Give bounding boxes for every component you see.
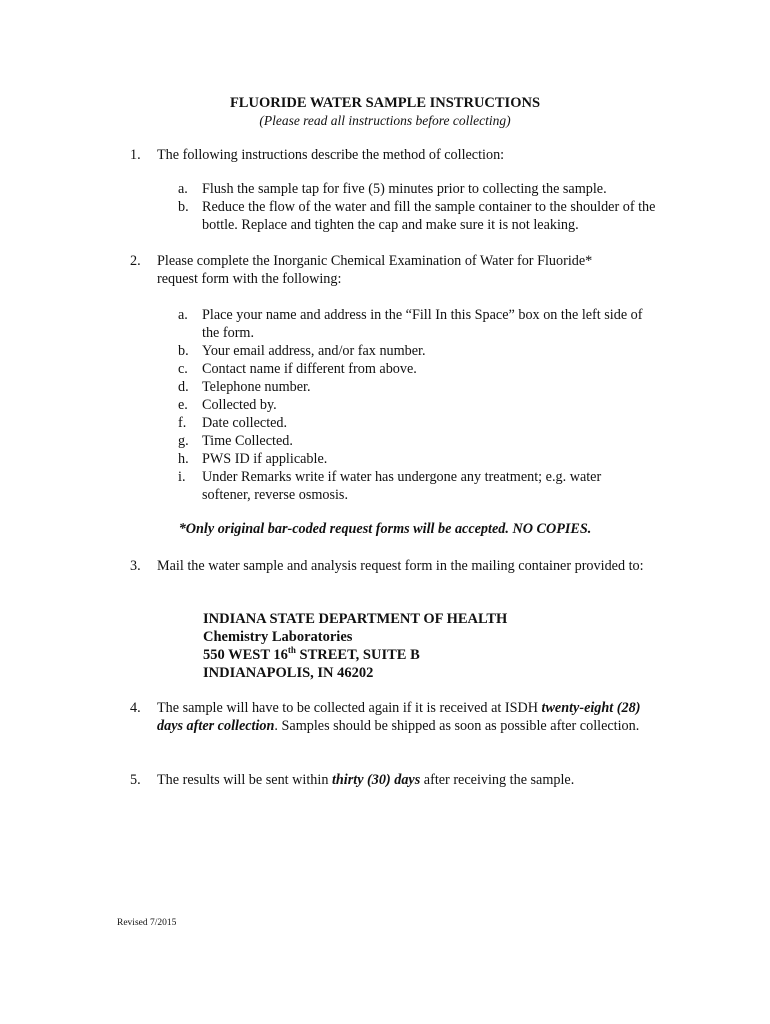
list-letter: b. — [178, 343, 189, 359]
list-letter: d. — [178, 379, 189, 395]
list-text: Telephone number. — [202, 379, 311, 395]
address-line-3: 550 WEST 16th STREET, SUITE B — [203, 645, 420, 663]
list-text: PWS ID if applicable. — [202, 451, 328, 467]
list-text: Collected by. — [202, 397, 277, 413]
revision-date: Revised 7/2015 — [117, 918, 177, 928]
section-text: The results will be sent within thirty (30) days after receiving the sample. — [157, 772, 575, 788]
document-subtitle: (Please read all instructions before collecting) — [259, 113, 511, 128]
list-letter: c. — [178, 361, 188, 377]
list-letter: i. — [178, 469, 186, 485]
section-text: The following instructions describe the method of collection: — [157, 147, 505, 163]
section-number: 4. — [130, 700, 141, 716]
list-letter: f. — [178, 415, 187, 431]
address-line-2: Chemistry Laboratories — [203, 629, 353, 645]
address-line-1: INDIANA STATE DEPARTMENT OF HEALTH — [203, 611, 508, 627]
section-text: Mail the water sample and analysis request form in the mailing container provided to: — [157, 558, 644, 574]
section-text: Please complete the Inorganic Chemical Examination of Water for Fluoride* request form with the following: — [157, 253, 593, 287]
list-text: Time Collected. — [202, 433, 293, 449]
list-text: Place your name and address in the “Fill In this Space” box on the left side of the form. — [202, 307, 643, 341]
list-text: Date collected. — [202, 415, 288, 431]
section-number: 2. — [130, 253, 141, 269]
section-text: The sample will have to be collected again if it is received at ISDH twenty-eight (28) days after collection. Samples should be shipped as soon as possible after collection. — [157, 700, 641, 734]
section-number: 1. — [130, 147, 141, 163]
list-text: Your email address, and/or fax number. — [202, 343, 426, 359]
list-letter: g. — [178, 433, 189, 449]
copies-notice: *Only original bar-coded request forms will be accepted. NO COPIES. — [178, 521, 592, 537]
address-line-4: INDIANAPOLIS, IN 46202 — [203, 665, 374, 681]
document-title: FLUORIDE WATER SAMPLE INSTRUCTIONS — [229, 95, 541, 111]
list-letter: e. — [178, 397, 188, 413]
list-letter: a. — [178, 181, 188, 197]
section-number: 5. — [130, 772, 141, 788]
list-letter: a. — [178, 307, 188, 323]
list-text: Flush the sample tap for five (5) minutes prior to collecting the sample. — [202, 181, 607, 197]
section-number: 3. — [130, 558, 141, 574]
list-letter: b. — [178, 199, 189, 215]
list-text: Reduce the flow of the water and fill the sample container to the shoulder of the bottle. Replace and tighten the cap and make sure it is not leaking. — [202, 199, 656, 233]
list-text: Contact name if different from above. — [202, 361, 417, 377]
list-text: Under Remarks write if water has undergone any treatment; e.g. water softener, reverse osmosis. — [202, 469, 602, 503]
list-letter: h. — [178, 451, 189, 467]
